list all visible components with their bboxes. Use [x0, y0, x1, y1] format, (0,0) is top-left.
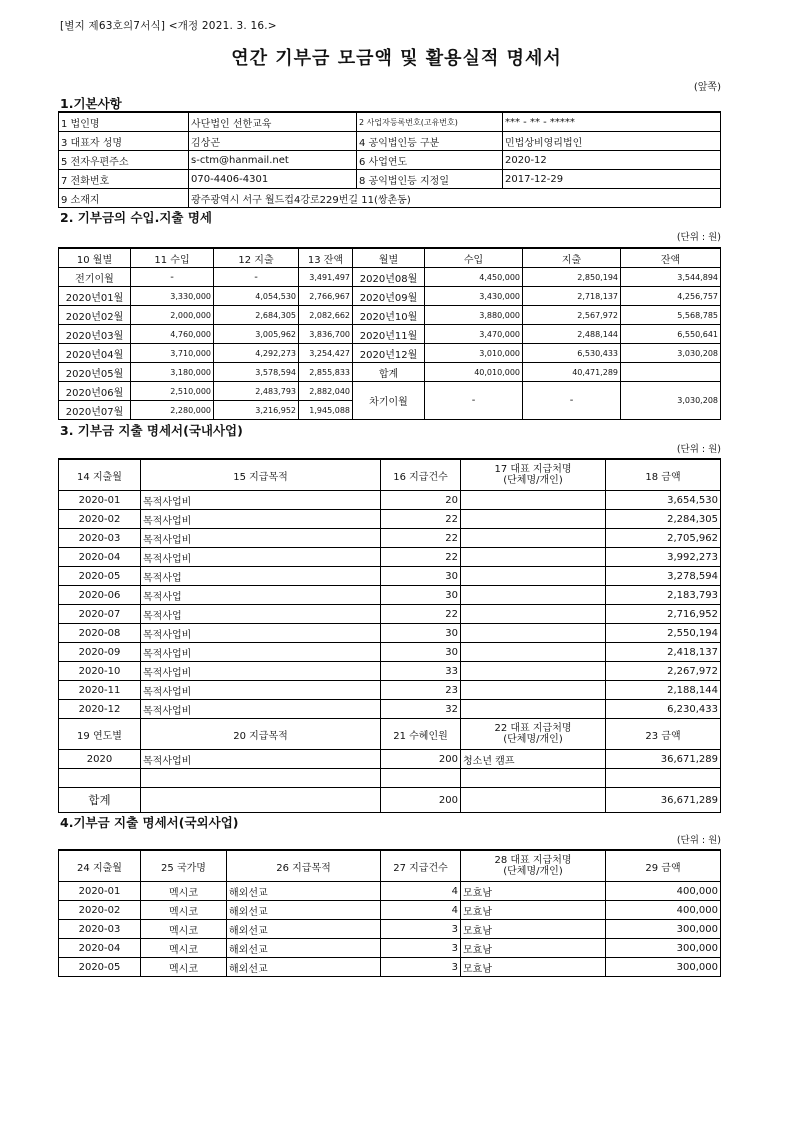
payee-cell: 모효남 [461, 958, 606, 977]
table-row [59, 750, 721, 769]
table-header-row [59, 248, 721, 268]
count-cell: 22 [381, 548, 461, 567]
count-cell: 32 [381, 700, 461, 719]
count-cell: 30 [381, 643, 461, 662]
table-row [59, 769, 721, 788]
table-row [59, 605, 721, 624]
month-cell: 2020-08 [59, 624, 141, 643]
table-row [59, 344, 721, 363]
amount-cell: 2,418,137 [606, 643, 721, 662]
amount-cell: 2,882,040 [299, 382, 353, 401]
country-cell: 멕시코 [141, 920, 227, 939]
label-phone: 7 전화번호 [59, 170, 189, 189]
table-row [59, 268, 721, 287]
amount-cell: 2,766,967 [299, 287, 353, 306]
column-header: 10 월별 [59, 248, 131, 268]
value-phone: 070-4406-4301 [189, 170, 357, 189]
amount-cell: 3,278,594 [606, 567, 721, 586]
payee-cell: 모효남 [461, 939, 606, 958]
amount-cell: 2,567,972 [523, 306, 621, 325]
header-line: 22 대표 지급처명 [494, 723, 572, 734]
unit-label-3: (단위 : 원) [676, 444, 721, 455]
basic-info-table [58, 111, 721, 208]
column-header [461, 850, 606, 882]
count-cell: 200 [381, 750, 461, 769]
payee-cell [461, 605, 606, 624]
payee-cell [461, 769, 606, 788]
amount-cell: 2,855,833 [299, 363, 353, 382]
unit-label-4: (단위 : 원) [676, 835, 721, 846]
payee-cell [461, 700, 606, 719]
header-line: (단체명/개인) [503, 734, 563, 745]
payee-cell [461, 548, 606, 567]
count-cell: 22 [381, 510, 461, 529]
amount-cell: 2,000,000 [131, 306, 214, 325]
amount-cell: 2,284,305 [606, 510, 721, 529]
column-header: 24 지출월 [59, 850, 141, 882]
carry-label: 차기이월 [353, 382, 425, 420]
amount-cell: 4,760,000 [131, 325, 214, 344]
column-header: 19 연도별 [59, 719, 141, 750]
carry-income: - [425, 382, 523, 420]
amount-cell: 400,000 [606, 901, 721, 920]
amount-cell: - [214, 268, 299, 287]
amount-cell: 3,010,000 [425, 344, 523, 363]
month-cell: 2020년04월 [59, 344, 131, 363]
table-row [59, 920, 721, 939]
count-cell: 4 [381, 901, 461, 920]
total-cell [141, 788, 381, 813]
country-cell: 멕시코 [141, 882, 227, 901]
count-cell: 30 [381, 586, 461, 605]
total-cell [461, 788, 606, 813]
column-header: 16 지급건수 [381, 459, 461, 491]
table-row [59, 586, 721, 605]
value-designation-date: 2017-12-29 [503, 170, 721, 189]
amount-cell: 3,470,000 [425, 325, 523, 344]
column-header: 잔액 [621, 248, 721, 268]
header-line: 28 대표 지급처명 [494, 855, 572, 866]
month-cell: 2020-07 [59, 605, 141, 624]
country-cell: 멕시코 [141, 958, 227, 977]
amount-cell: 2,280,000 [131, 401, 214, 420]
month-cell: 2020-10 [59, 662, 141, 681]
count-cell: 3 [381, 920, 461, 939]
month-cell: 2020년02월 [59, 306, 131, 325]
purpose-cell: 목적사업 [141, 586, 381, 605]
amount-cell: 2,510,000 [131, 382, 214, 401]
form-code: [별지 제63호의7서식] <개정 2021. 3. 16.> [60, 20, 277, 32]
amount-cell: 3,491,497 [299, 268, 353, 287]
table-row [59, 958, 721, 977]
purpose-cell: 해외선교 [227, 882, 381, 901]
carry-balance: 3,030,208 [621, 382, 721, 420]
month-cell: 2020-01 [59, 882, 141, 901]
column-header: 14 지출월 [59, 459, 141, 491]
month-cell: 전기이월 [59, 268, 131, 287]
month-cell: 2020-04 [59, 548, 141, 567]
total-amount: 36,671,289 [606, 788, 721, 813]
amount-cell [621, 363, 721, 382]
column-header: 26 지급목적 [227, 850, 381, 882]
month-cell: 2020-03 [59, 529, 141, 548]
count-cell: 30 [381, 624, 461, 643]
amount-cell: 2,850,194 [523, 268, 621, 287]
month-cell: 2020년05월 [59, 363, 131, 382]
month-cell: 합계 [353, 363, 425, 382]
overseas-expense-table [58, 849, 721, 977]
amount-cell: 3,254,427 [299, 344, 353, 363]
month-cell: 2020년01월 [59, 287, 131, 306]
amount-cell: 40,010,000 [425, 363, 523, 382]
purpose-cell: 목적사업비 [141, 548, 381, 567]
amount-cell: 3,992,273 [606, 548, 721, 567]
amount-cell: 300,000 [606, 939, 721, 958]
header-line: (단체명/개인) [503, 475, 563, 486]
count-cell: 3 [381, 939, 461, 958]
amount-cell: 3,578,594 [214, 363, 299, 382]
amount-cell: 2,718,137 [523, 287, 621, 306]
label-fiscal-year: 6 사업연도 [357, 151, 503, 170]
table-row [59, 382, 721, 401]
purpose-cell: 목적사업 [141, 567, 381, 586]
value-rep-name: 김상곤 [189, 132, 357, 151]
table-row [59, 306, 721, 325]
table-row [59, 567, 721, 586]
count-cell: 20 [381, 491, 461, 510]
amount-cell: 2,684,305 [214, 306, 299, 325]
amount-cell: 2,082,662 [299, 306, 353, 325]
column-header: 20 지급목적 [141, 719, 381, 750]
payee-cell [461, 529, 606, 548]
purpose-cell: 해외선교 [227, 901, 381, 920]
section-4-heading: 4.기부금 지출 명세서(국외사업) [60, 815, 239, 830]
amount-cell: - [131, 268, 214, 287]
table-row [59, 287, 721, 306]
amount-cell: 2,705,962 [606, 529, 721, 548]
year-cell [59, 769, 141, 788]
label-email: 5 전자우편주소 [59, 151, 189, 170]
total-count: 200 [381, 788, 461, 813]
purpose-cell: 목적사업비 [141, 510, 381, 529]
month-cell: 2020년11월 [353, 325, 425, 344]
amount-cell: 2,188,144 [606, 681, 721, 700]
month-cell: 2020-01 [59, 491, 141, 510]
payee-cell [461, 681, 606, 700]
country-cell: 멕시코 [141, 901, 227, 920]
amount-cell: 3,430,000 [425, 287, 523, 306]
label-corp-name: 1 법인명 [59, 112, 189, 132]
column-header [461, 459, 606, 491]
count-cell: 33 [381, 662, 461, 681]
month-cell: 2020-06 [59, 586, 141, 605]
table-row [59, 529, 721, 548]
amount-cell: 3,654,530 [606, 491, 721, 510]
table-row [59, 901, 721, 920]
label-rep-name: 3 대표자 성명 [59, 132, 189, 151]
value-address: 광주광역시 서구 월드컵4강로229번길 11(쌍촌동) [189, 189, 721, 208]
label-biz-number: 2 사업자등록번호(고유번호) [357, 112, 503, 132]
amount-cell: 3,030,208 [621, 344, 721, 363]
payee-cell: 모효남 [461, 901, 606, 920]
month-cell: 2020년09월 [353, 287, 425, 306]
column-header: 12 지출 [214, 248, 299, 268]
column-header: 11 수입 [131, 248, 214, 268]
column-header [461, 719, 606, 750]
amount-cell: 2,267,972 [606, 662, 721, 681]
amount-cell: 40,471,289 [523, 363, 621, 382]
purpose-cell: 목적사업비 [141, 681, 381, 700]
payee-cell: 모효남 [461, 920, 606, 939]
total-row [59, 788, 721, 813]
value-org-type: 민법상비영리법인 [503, 132, 721, 151]
purpose-cell: 목적사업비 [141, 529, 381, 548]
amount-cell: 3,710,000 [131, 344, 214, 363]
column-header: 15 지급목적 [141, 459, 381, 491]
label-org-type: 4 공익법인등 구분 [357, 132, 503, 151]
value-email: s-ctm@hanmail.net [189, 151, 357, 170]
label-designation-date: 8 공익법인등 지정일 [357, 170, 503, 189]
column-header: 지출 [523, 248, 621, 268]
month-cell: 2020년10월 [353, 306, 425, 325]
year-cell: 2020 [59, 750, 141, 769]
month-cell: 2020-11 [59, 681, 141, 700]
purpose-cell: 목적사업 [141, 605, 381, 624]
amount-cell [606, 769, 721, 788]
month-cell: 2020년03월 [59, 325, 131, 344]
table-row [59, 624, 721, 643]
column-header: 29 금액 [606, 850, 721, 882]
purpose-cell [141, 769, 381, 788]
month-cell: 2020-04 [59, 939, 141, 958]
purpose-cell: 목적사업비 [141, 643, 381, 662]
section-2-heading: 2. 기부금의 수입.지출 명세 [60, 210, 213, 225]
purpose-cell: 해외선교 [227, 939, 381, 958]
amount-cell: 3,544,894 [621, 268, 721, 287]
amount-cell: 3,180,000 [131, 363, 214, 382]
page-title: 연간 기부금 모금액 및 활용실적 명세서 [231, 48, 562, 69]
amount-cell: 4,450,000 [425, 268, 523, 287]
table-row [59, 662, 721, 681]
purpose-cell: 목적사업비 [141, 491, 381, 510]
purpose-cell: 해외선교 [227, 920, 381, 939]
amount-cell: 300,000 [606, 958, 721, 977]
amount-cell: 3,836,700 [299, 325, 353, 344]
month-cell: 2020-05 [59, 958, 141, 977]
table-row [59, 939, 721, 958]
count-cell: 22 [381, 529, 461, 548]
income-expense-table [58, 247, 721, 420]
payee-cell [461, 510, 606, 529]
column-header: 월별 [353, 248, 425, 268]
purpose-cell: 목적사업비 [141, 624, 381, 643]
amount-cell: 36,671,289 [606, 750, 721, 769]
table-row [59, 643, 721, 662]
month-cell: 2020-05 [59, 567, 141, 586]
amount-cell: 2,183,793 [606, 586, 721, 605]
amount-cell: 6,550,641 [621, 325, 721, 344]
payee-cell [461, 624, 606, 643]
section-1-heading: 1.기본사항 [60, 96, 122, 111]
amount-cell: 300,000 [606, 920, 721, 939]
month-cell: 2020년06월 [59, 382, 131, 401]
column-header: 27 지급건수 [381, 850, 461, 882]
month-cell: 2020-02 [59, 510, 141, 529]
count-cell: 23 [381, 681, 461, 700]
payee-cell: 모효남 [461, 882, 606, 901]
amount-cell: 3,216,952 [214, 401, 299, 420]
table-header-row [59, 719, 721, 750]
amount-cell: 4,292,273 [214, 344, 299, 363]
month-cell: 2020-09 [59, 643, 141, 662]
amount-cell: 400,000 [606, 882, 721, 901]
table-header-row [59, 850, 721, 882]
count-cell: 22 [381, 605, 461, 624]
month-cell: 2020-03 [59, 920, 141, 939]
month-cell: 2020-02 [59, 901, 141, 920]
payee-cell [461, 491, 606, 510]
payee-cell: 청소년 캠프 [461, 750, 606, 769]
amount-cell: 6,230,433 [606, 700, 721, 719]
payee-cell [461, 567, 606, 586]
column-header: 18 금액 [606, 459, 721, 491]
payee-cell [461, 586, 606, 605]
count-cell [381, 769, 461, 788]
amount-cell: 3,005,962 [214, 325, 299, 344]
side-label: (앞쪽) [693, 82, 721, 93]
section-3-heading: 3. 기부금 지출 명세서(국내사업) [60, 423, 243, 438]
purpose-cell: 목적사업비 [141, 750, 381, 769]
amount-cell: 6,530,433 [523, 344, 621, 363]
table-row [59, 491, 721, 510]
amount-cell: 2,550,194 [606, 624, 721, 643]
payee-cell [461, 643, 606, 662]
amount-cell: 3,880,000 [425, 306, 523, 325]
amount-cell: 5,568,785 [621, 306, 721, 325]
purpose-cell: 해외선교 [227, 958, 381, 977]
table-row [59, 510, 721, 529]
column-header: 25 국가명 [141, 850, 227, 882]
column-header: 수입 [425, 248, 523, 268]
table-row [59, 363, 721, 382]
header-line: 17 대표 지급처명 [494, 464, 572, 475]
month-cell: 2020년07월 [59, 401, 131, 420]
country-cell: 멕시코 [141, 939, 227, 958]
column-header: 21 수혜인원 [381, 719, 461, 750]
table-header-row [59, 459, 721, 491]
label-address: 9 소재지 [59, 189, 189, 208]
purpose-cell: 목적사업비 [141, 700, 381, 719]
table-row [59, 700, 721, 719]
unit-label-2: (단위 : 원) [676, 232, 721, 243]
month-cell: 2020-12 [59, 700, 141, 719]
total-label: 합계 [59, 788, 141, 813]
table-row [59, 325, 721, 344]
header-line: (단체명/개인) [503, 866, 563, 877]
column-header: 23 금액 [606, 719, 721, 750]
amount-cell: 3,330,000 [131, 287, 214, 306]
amount-cell: 2,483,793 [214, 382, 299, 401]
table-row [59, 681, 721, 700]
count-cell: 4 [381, 882, 461, 901]
month-cell: 2020년12월 [353, 344, 425, 363]
column-header: 13 잔액 [299, 248, 353, 268]
payee-cell [461, 662, 606, 681]
value-fiscal-year: 2020-12 [503, 151, 721, 170]
purpose-cell: 목적사업비 [141, 662, 381, 681]
count-cell: 30 [381, 567, 461, 586]
value-corp-name: 사단법인 선한교육 [189, 112, 357, 132]
amount-cell: 4,256,757 [621, 287, 721, 306]
month-cell: 2020년08월 [353, 268, 425, 287]
amount-cell: 1,945,088 [299, 401, 353, 420]
value-biz-number: *** - ** - ***** [503, 112, 721, 132]
table-row [59, 882, 721, 901]
carry-expense: - [523, 382, 621, 420]
table-row [59, 548, 721, 567]
amount-cell: 2,488,144 [523, 325, 621, 344]
count-cell: 3 [381, 958, 461, 977]
amount-cell: 4,054,530 [214, 287, 299, 306]
amount-cell: 2,716,952 [606, 605, 721, 624]
domestic-expense-table [58, 458, 721, 813]
